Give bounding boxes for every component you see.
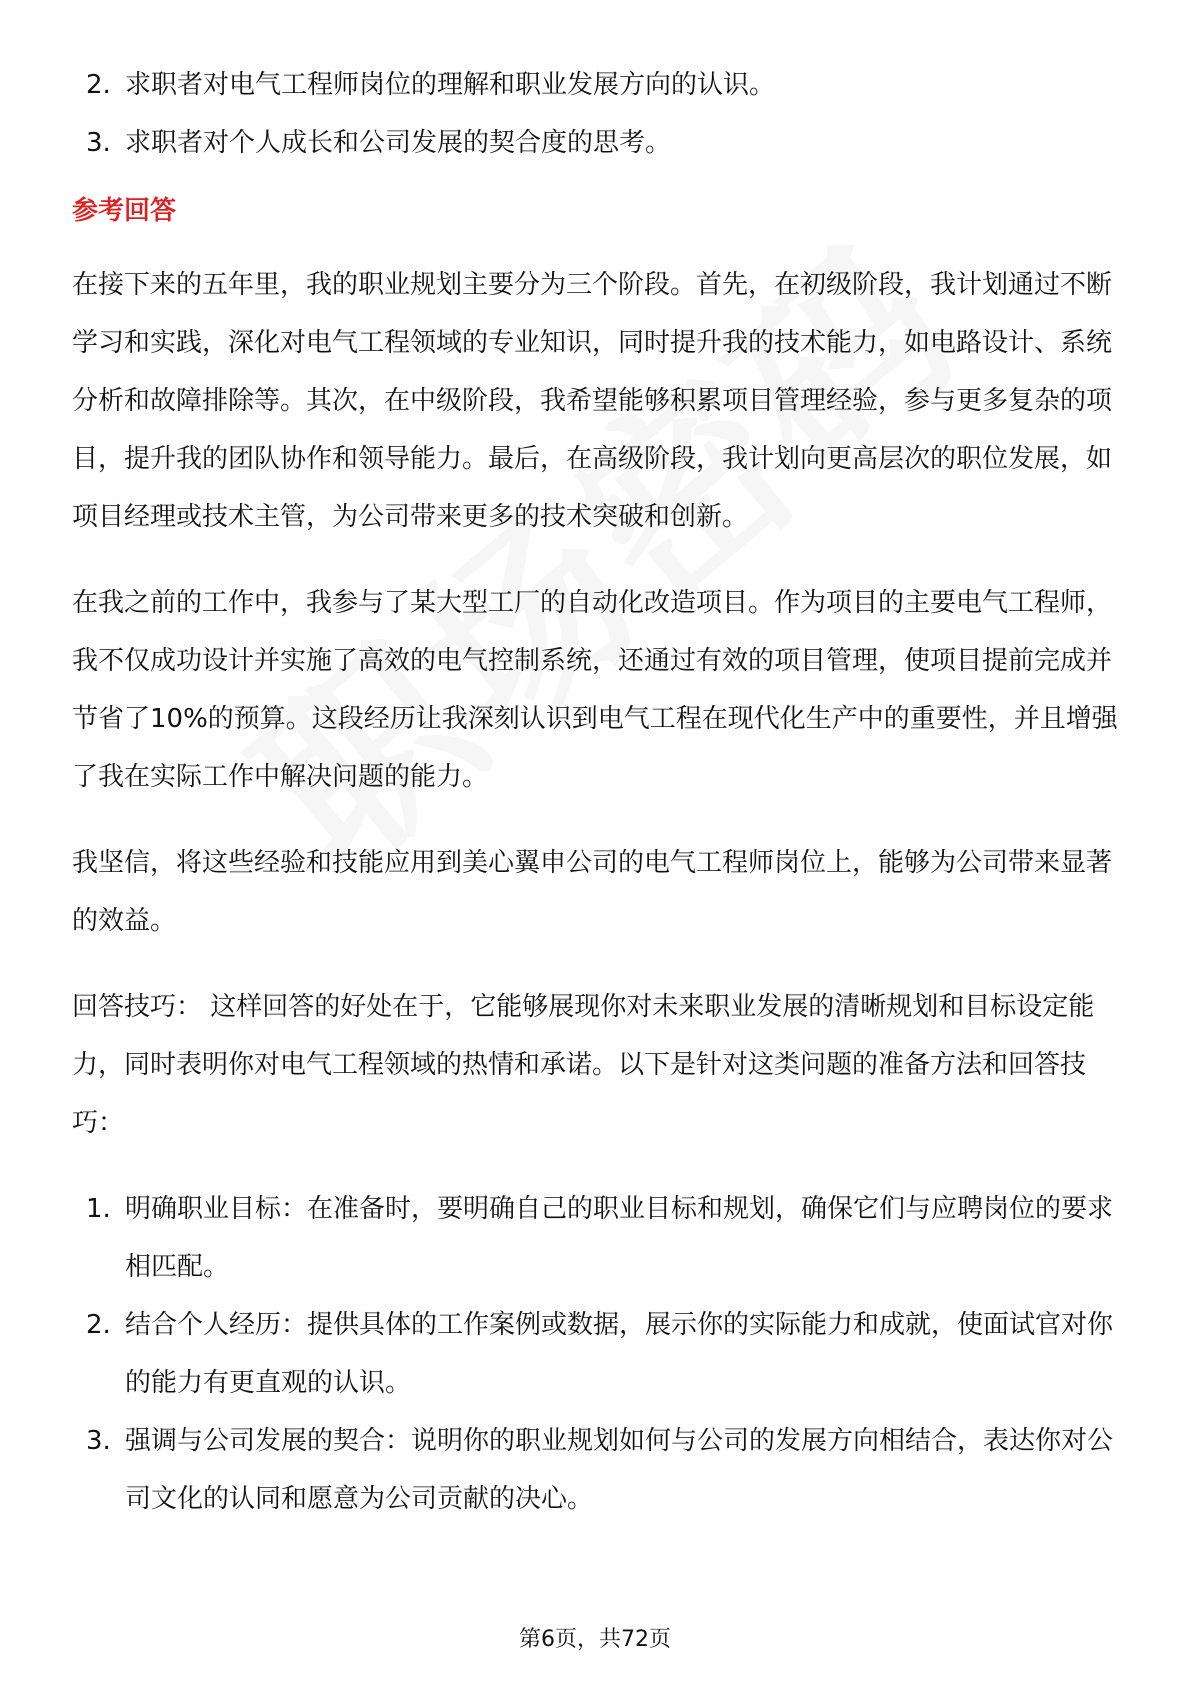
list-text: 明确职业目标：在准备时，要明确自己的职业目标和规划，确保它们与应聘岗位的要求相匹配。 xyxy=(125,1194,1114,1282)
section-title: 参考回答 xyxy=(72,196,177,226)
answer-paragraph: 在我之前的工作中，我参与了某大型工厂的自动化改造项目。作为项目的主要电气工程师，我不仅成功设计并实施了高效的电气控制系统，还通过有效的项目管理，使项目提前完成并节省了10%的预算。这段经历让我深刻认识到电气工程在现代化生产中的重要性，并且增强了我在实际工作中解决问题的能力。 xyxy=(72,588,1118,792)
list-item xyxy=(72,1180,1118,1296)
list-text: 强调与公司发展的契合：说明你的职业规划如何与公司的发展方向相结合，表达你对公司文化的认同和愿意为公司贡献的决心。 xyxy=(125,1426,1114,1514)
answer-paragraph: 我坚信，将这些经验和技能应用到美心翼申公司的电气工程师岗位上，能够为公司带来显著的效益。 xyxy=(72,848,1113,936)
tips-intro-paragraph: 回答技巧： 这样回答的好处在于，它能够展现你对未来职业发展的清晰规划和目标设定能力，同时表明你对电气工程领域的热情和承诺。以下是针对这类问题的准备方法和回答技巧： xyxy=(72,992,1095,1138)
list-text: 结合个人经历：提供具体的工作案例或数据，展示你的实际能力和成就，使面试官对你的能力有更直观的认识。 xyxy=(125,1310,1114,1398)
list-item xyxy=(72,56,1118,114)
list-number: 2. xyxy=(86,70,111,100)
list-item xyxy=(72,1296,1118,1412)
page-footer: 第6页，共72页 xyxy=(519,1627,671,1652)
list-text: 求职者对电气工程师岗位的理解和职业发展方向的认识。 xyxy=(125,70,776,100)
answer-paragraph: 在接下来的五年里，我的职业规划主要分为三个阶段。首先，在初级阶段，我计划通过不断学习和实践，深化对电气工程领域的专业知识，同时提升我的技术能力，如电路设计、系统分析和故障排除等。其次，在中级阶段，我希望能够积累项目管理经验，参与更多复杂的项目，提升我的团队协作和领导能力。最后，在高级阶段，我计划向更高层次的职位发展，如项目经理或技术主管，为公司带来更多的技术突破和创新。 xyxy=(72,270,1113,532)
list-number: 3. xyxy=(86,128,111,158)
tips-list xyxy=(72,1180,1118,1528)
list-item xyxy=(72,114,1118,172)
list-number: 2. xyxy=(86,1310,111,1340)
question-points-list xyxy=(72,56,1118,172)
document-body xyxy=(72,56,1118,1528)
list-number: 3. xyxy=(86,1426,111,1456)
list-number: 1. xyxy=(86,1194,111,1224)
list-item xyxy=(72,1412,1118,1528)
list-text: 求职者对个人成长和公司发展的契合度的思考。 xyxy=(125,128,672,158)
